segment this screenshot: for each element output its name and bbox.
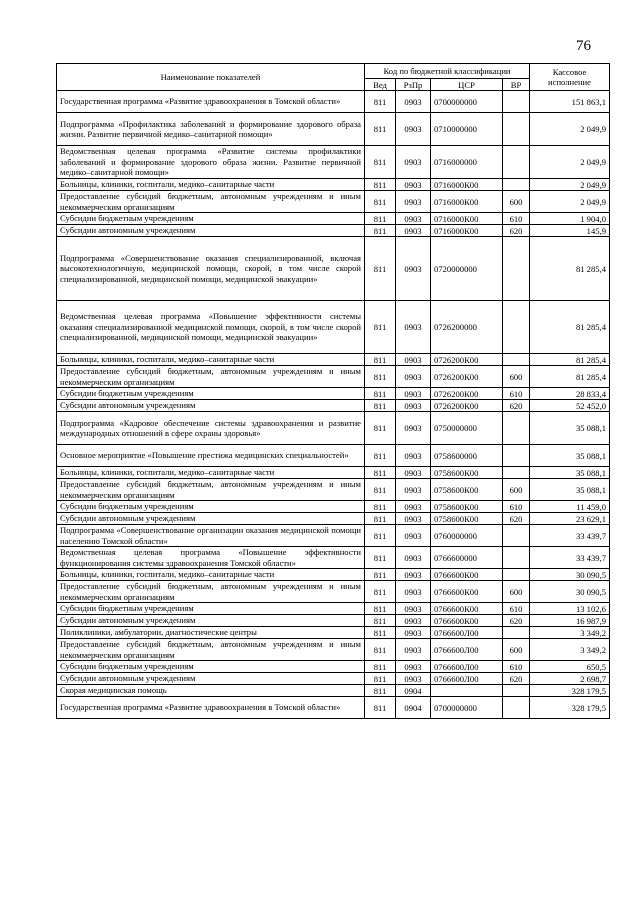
- row-value: 11 459,0: [530, 501, 610, 513]
- row-ved: 811: [365, 603, 396, 615]
- row-rzpr: 0903: [396, 354, 431, 366]
- row-value: 2 049,9: [530, 179, 610, 191]
- row-value: 81 285,4: [530, 237, 610, 301]
- row-rzpr: 0903: [396, 179, 431, 191]
- header-name: Наименование показателей: [57, 64, 365, 91]
- row-csr: 0766600000: [431, 547, 503, 569]
- row-vr: 600: [503, 191, 530, 213]
- row-value: 35 088,1: [530, 467, 610, 479]
- row-value: 35 088,1: [530, 412, 610, 445]
- row-csr: 0760000000: [431, 525, 503, 547]
- row-value: 28 833,4: [530, 388, 610, 400]
- row-value: 23 629,1: [530, 513, 610, 525]
- table-row: [57, 673, 610, 685]
- row-csr: 0726200К00: [431, 400, 503, 412]
- row-value: 328 179,5: [530, 697, 610, 719]
- row-csr: 0766600К00: [431, 603, 503, 615]
- table-row: [57, 213, 610, 225]
- row-vr: [503, 91, 530, 113]
- row-vr: [503, 685, 530, 697]
- row-ved: 811: [365, 91, 396, 113]
- row-vr: 600: [503, 639, 530, 661]
- row-name: Предоставление субсидий бюджетным, автономным учреждениям и иным некоммерческим организациям: [57, 581, 365, 603]
- row-vr: 600: [503, 581, 530, 603]
- row-name: Предоставление субсидий бюджетным, автономным учреждениям и иным некоммерческим организациям: [57, 366, 365, 388]
- row-value: 30 090,5: [530, 581, 610, 603]
- row-csr: 0758600000: [431, 445, 503, 467]
- row-rzpr: 0903: [396, 569, 431, 581]
- row-ved: 811: [365, 225, 396, 237]
- row-csr: 0758600К00: [431, 513, 503, 525]
- table-row: [57, 191, 610, 213]
- row-csr: 0758600К00: [431, 467, 503, 479]
- row-rzpr: 0903: [396, 445, 431, 467]
- row-value: 1 904,0: [530, 213, 610, 225]
- row-csr: 0766600Л00: [431, 627, 503, 639]
- row-value: 81 285,4: [530, 301, 610, 354]
- row-name: Подпрограмма «Совершенствование оказания специализированной, включая высокотехнологичную, медицинской помощи, скорой, в том числе скорой специализированной, медицинской помощи, медицинской эвакуации»: [57, 237, 365, 301]
- row-rzpr: 0903: [396, 639, 431, 661]
- table-row: [57, 501, 610, 513]
- table-row: [57, 412, 610, 445]
- row-rzpr: 0903: [396, 627, 431, 639]
- row-ved: 811: [365, 400, 396, 412]
- table-row: [57, 697, 610, 719]
- row-vr: [503, 569, 530, 581]
- table-row: [57, 467, 610, 479]
- row-csr: 0758600К00: [431, 501, 503, 513]
- row-vr: [503, 113, 530, 146]
- row-vr: [503, 354, 530, 366]
- table-row: [57, 581, 610, 603]
- row-ved: 811: [365, 627, 396, 639]
- row-csr: 0766600К00: [431, 569, 503, 581]
- row-ved: 811: [365, 479, 396, 501]
- table-body: [57, 91, 610, 719]
- table-row: [57, 388, 610, 400]
- row-vr: [503, 547, 530, 569]
- row-vr: [503, 301, 530, 354]
- row-csr: 0716000К00: [431, 213, 503, 225]
- table-row: [57, 513, 610, 525]
- row-value: 33 439,7: [530, 525, 610, 547]
- row-name: Предоставление субсидий бюджетным, автономным учреждениям и иным некоммерческим организациям: [57, 191, 365, 213]
- row-rzpr: 0903: [396, 91, 431, 113]
- row-value: 151 863,1: [530, 91, 610, 113]
- row-value: 81 285,4: [530, 366, 610, 388]
- row-csr: 0766600Л00: [431, 639, 503, 661]
- row-vr: [503, 412, 530, 445]
- table-row: [57, 479, 610, 501]
- row-rzpr: 0903: [396, 525, 431, 547]
- row-name: Субсидии автономным учреждениям: [57, 225, 365, 237]
- row-rzpr: 0903: [396, 388, 431, 400]
- row-name: Ведомственная целевая программа «Повышение эффективности системы оказания специализированной медицинской помощи, скорой, в том числе скорой специализированной, медицинской помощи, медицинской эвакуации»: [57, 301, 365, 354]
- row-vr: 610: [503, 213, 530, 225]
- row-rzpr: 0903: [396, 213, 431, 225]
- table-row: [57, 237, 610, 301]
- row-name: Подпрограмма «Профилактика заболеваний и формирование здорового образа жизни. Развитие первичной медико–санитарной помощи»: [57, 113, 365, 146]
- row-name: Субсидии автономным учреждениям: [57, 615, 365, 627]
- row-csr: 0710000000: [431, 113, 503, 146]
- row-ved: 811: [365, 673, 396, 685]
- row-rzpr: 0904: [396, 685, 431, 697]
- row-rzpr: 0903: [396, 513, 431, 525]
- row-value: 328 179,5: [530, 685, 610, 697]
- row-csr: 0726200К00: [431, 354, 503, 366]
- row-ved: 811: [365, 354, 396, 366]
- row-name: Подпрограмма «Кадровое обеспечение системы здравоохранения и развитие международных отношений в сфере охраны здоровья»: [57, 412, 365, 445]
- page-number: 76: [576, 38, 591, 54]
- row-name: Субсидии бюджетным учреждениям: [57, 213, 365, 225]
- row-name: Ведомственная целевая программа «Повышение эффективности функционирования системы здравоохранения Томской области»: [57, 547, 365, 569]
- row-name: Субсидии бюджетным учреждениям: [57, 603, 365, 615]
- table-row: [57, 525, 610, 547]
- table-row: [57, 547, 610, 569]
- table-row: [57, 603, 610, 615]
- row-vr: [503, 467, 530, 479]
- table-row: [57, 366, 610, 388]
- budget-table: [56, 63, 610, 719]
- row-rzpr: 0903: [396, 547, 431, 569]
- row-name: Субсидии автономным учреждениям: [57, 673, 365, 685]
- row-ved: 811: [365, 179, 396, 191]
- row-csr: 0726200000: [431, 301, 503, 354]
- row-ved: 811: [365, 237, 396, 301]
- row-vr: [503, 445, 530, 467]
- row-rzpr: 0903: [396, 225, 431, 237]
- header-vr: ВР: [503, 79, 530, 91]
- row-csr: 0766600К00: [431, 581, 503, 603]
- row-ved: 811: [365, 639, 396, 661]
- row-vr: 620: [503, 225, 530, 237]
- table-row: [57, 615, 610, 627]
- table-row: [57, 91, 610, 113]
- row-vr: [503, 627, 530, 639]
- table-row: [57, 113, 610, 146]
- row-ved: 811: [365, 525, 396, 547]
- row-value: 145,9: [530, 225, 610, 237]
- row-ved: 811: [365, 388, 396, 400]
- row-ved: 811: [365, 685, 396, 697]
- row-vr: 620: [503, 400, 530, 412]
- row-vr: 610: [503, 388, 530, 400]
- row-rzpr: 0903: [396, 113, 431, 146]
- row-ved: 811: [365, 213, 396, 225]
- row-vr: 610: [503, 501, 530, 513]
- table-row: [57, 354, 610, 366]
- row-value: 16 987,9: [530, 615, 610, 627]
- row-vr: 620: [503, 615, 530, 627]
- header-code-group: Код по бюджетной классификации: [365, 64, 530, 79]
- row-csr: [431, 685, 503, 697]
- row-rzpr: 0903: [396, 673, 431, 685]
- row-name: Подпрограмма «Совершенствование организации оказания медицинской помощи населению Томской области»: [57, 525, 365, 547]
- row-csr: 0716000000: [431, 146, 503, 179]
- row-csr: 0716000К00: [431, 225, 503, 237]
- row-rzpr: 0903: [396, 237, 431, 301]
- row-vr: 620: [503, 673, 530, 685]
- row-ved: 811: [365, 547, 396, 569]
- row-value: 3 349,2: [530, 627, 610, 639]
- row-csr: 0716000К00: [431, 191, 503, 213]
- table-row: [57, 445, 610, 467]
- table-row: [57, 146, 610, 179]
- table-row: [57, 225, 610, 237]
- row-rzpr: 0903: [396, 581, 431, 603]
- row-ved: 811: [365, 581, 396, 603]
- row-vr: [503, 525, 530, 547]
- row-ved: 811: [365, 501, 396, 513]
- row-rzpr: 0903: [396, 467, 431, 479]
- row-rzpr: 0903: [396, 661, 431, 673]
- row-name: Больницы, клиники, госпитали, медико–санитарные части: [57, 467, 365, 479]
- table-row: [57, 400, 610, 412]
- row-name: Предоставление субсидий бюджетным, автономным учреждениям и иным некоммерческим организациям: [57, 639, 365, 661]
- row-vr: 600: [503, 366, 530, 388]
- row-name: Ведомственная целевая программа «Развитие системы профилактики заболеваний и формирование здорового образа жизни. Развитие первичной медико–санитарной помощи»: [57, 146, 365, 179]
- row-name: Предоставление субсидий бюджетным, автономным учреждениям и иным некоммерческим организациям: [57, 479, 365, 501]
- row-name: Субсидии бюджетным учреждениям: [57, 661, 365, 673]
- row-ved: 811: [365, 113, 396, 146]
- row-ved: 811: [365, 467, 396, 479]
- row-ved: 811: [365, 146, 396, 179]
- row-value: 13 102,6: [530, 603, 610, 615]
- row-name: Государственная программа «Развитие здравоохранения в Томской области»: [57, 91, 365, 113]
- row-vr: 600: [503, 479, 530, 501]
- row-name: Субсидии автономным учреждениям: [57, 513, 365, 525]
- row-value: 2 698,7: [530, 673, 610, 685]
- table-row: [57, 685, 610, 697]
- row-rzpr: 0903: [396, 615, 431, 627]
- row-name: Скорая медицинская помощь: [57, 685, 365, 697]
- row-rzpr: 0903: [396, 501, 431, 513]
- row-value: 2 049,9: [530, 113, 610, 146]
- row-value: 81 285,4: [530, 354, 610, 366]
- row-ved: 811: [365, 301, 396, 354]
- row-csr: 0766600Л00: [431, 673, 503, 685]
- header-ved: Вед: [365, 79, 396, 91]
- row-name: Основное мероприятие «Повышение престижа медицинских специальностей»: [57, 445, 365, 467]
- row-rzpr: 0903: [396, 603, 431, 615]
- row-value: 35 088,1: [530, 445, 610, 467]
- row-value: 35 088,1: [530, 479, 610, 501]
- row-rzpr: 0904: [396, 697, 431, 719]
- row-rzpr: 0903: [396, 146, 431, 179]
- row-ved: 811: [365, 445, 396, 467]
- row-csr: 0726200К00: [431, 366, 503, 388]
- row-value: 650,5: [530, 661, 610, 673]
- row-csr: 0766600К00: [431, 615, 503, 627]
- row-rzpr: 0903: [396, 366, 431, 388]
- row-name: Субсидии бюджетным учреждениям: [57, 388, 365, 400]
- row-vr: [503, 179, 530, 191]
- row-rzpr: 0903: [396, 191, 431, 213]
- row-rzpr: 0903: [396, 301, 431, 354]
- table-row: [57, 569, 610, 581]
- row-csr: 0726200К00: [431, 388, 503, 400]
- row-csr: 0750000000: [431, 412, 503, 445]
- row-value: 3 349,2: [530, 639, 610, 661]
- row-value: 2 049,9: [530, 146, 610, 179]
- table-row: [57, 661, 610, 673]
- row-rzpr: 0903: [396, 479, 431, 501]
- row-rzpr: 0903: [396, 412, 431, 445]
- row-name: Субсидии бюджетным учреждениям: [57, 501, 365, 513]
- table-row: [57, 179, 610, 191]
- row-vr: 610: [503, 603, 530, 615]
- row-vr: [503, 146, 530, 179]
- row-ved: 811: [365, 615, 396, 627]
- table-row: [57, 301, 610, 354]
- row-value: 33 439,7: [530, 547, 610, 569]
- row-name: Больницы, клиники, госпитали, медико–санитарные части: [57, 354, 365, 366]
- row-name: Больницы, клиники, госпитали, медико–санитарные части: [57, 179, 365, 191]
- header-cash: Кассовое исполнение: [530, 64, 610, 91]
- row-value: 30 090,5: [530, 569, 610, 581]
- row-csr: 0720000000: [431, 237, 503, 301]
- row-vr: 620: [503, 513, 530, 525]
- row-ved: 811: [365, 412, 396, 445]
- row-ved: 811: [365, 513, 396, 525]
- header-csr: ЦСР: [431, 79, 503, 91]
- header-rzpr: РзПр: [396, 79, 431, 91]
- row-vr: [503, 237, 530, 301]
- row-csr: 0700000000: [431, 91, 503, 113]
- row-csr: 0716000К00: [431, 179, 503, 191]
- row-name: Поликлиники, амбулатории, диагностические центры: [57, 627, 365, 639]
- table-row: [57, 639, 610, 661]
- row-ved: 811: [365, 191, 396, 213]
- row-name: Государственная программа «Развитие здравоохранения в Томской области»: [57, 697, 365, 719]
- table-row: [57, 627, 610, 639]
- row-csr: 0700000000: [431, 697, 503, 719]
- row-rzpr: 0903: [396, 400, 431, 412]
- row-name: Больницы, клиники, госпитали, медико–санитарные части: [57, 569, 365, 581]
- row-ved: 811: [365, 661, 396, 673]
- row-value: 52 452,0: [530, 400, 610, 412]
- row-ved: 811: [365, 697, 396, 719]
- row-vr: [503, 697, 530, 719]
- row-csr: 0758600К00: [431, 479, 503, 501]
- row-ved: 811: [365, 366, 396, 388]
- row-ved: 811: [365, 569, 396, 581]
- row-csr: 0766600Л00: [431, 661, 503, 673]
- row-vr: 610: [503, 661, 530, 673]
- row-value: 2 049,9: [530, 191, 610, 213]
- row-name: Субсидии автономным учреждениям: [57, 400, 365, 412]
